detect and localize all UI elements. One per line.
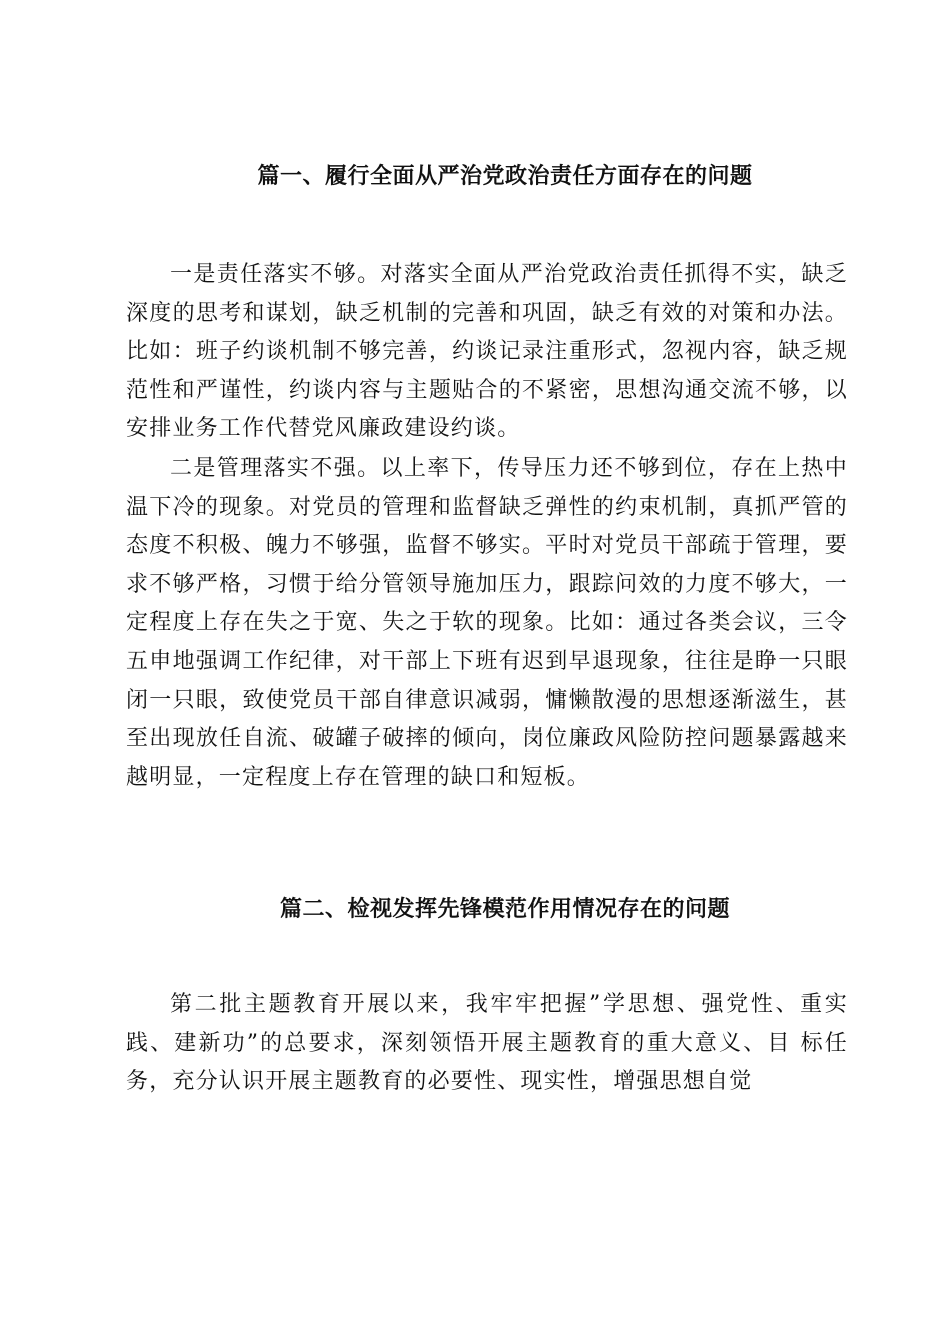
section-1-title: 篇一、履行全面从严治党政治责任方面存在的问题: [257, 164, 753, 189]
section-2-title: 篇二、检视发挥先锋模范作用情况存在的问题: [279, 897, 730, 922]
section-1-paragraph-1: 一是责任落实不够。对落实全面从严治党政治责任抓得不实，缺乏深度的思考和谋划，缺乏机制的完善和巩固，缺乏有效的对策和办法。比如：班子约谈机制不够完善，约谈记录注重形式，忽视内容，缺乏规范性和严谨性，约谈内容与主题贴合的不紧密，思想沟通交流不够，以安排业务工作代替党风廉政建设约谈。: [126, 262, 848, 442]
section-1-paragraph-2: 二是管理落实不强。以上率下，传导压力还不够到位，存在上热中温下冷的现象。对党员的管理和监督缺乏弹性的约束机制，真抓严管的态度不积极、魄力不够强，监督不够实。平时对党员干部疏于管理，要求不够严格，习惯于给分管领导施加压力，跟踪问效的力度不够大，一定程度上存在失之于宽、失之于软的现象。比如：通过各类会议，三令五申地强调工作纪律，对干部上下班有迟到早退现象，往往是睁一只眼闭一只眼，致使党员干部自律意识减弱，慵懒散漫的思想逐渐滋生，甚至出现放任自流、破罐子破摔的倾向，岗位廉政风险防控问题暴露越来越明显，一定程度上存在管理的缺口和短板。: [126, 456, 848, 790]
section-2-paragraph-1: 第二批主题教育开展以来，我牢牢把握”学思想、强党性、重实践、建新功”的总要求，深刻领悟开展主题教育的重大意义、目 标任务，充分认识开展主题教育的必要性、现实性，增强思想自觉: [126, 992, 848, 1095]
